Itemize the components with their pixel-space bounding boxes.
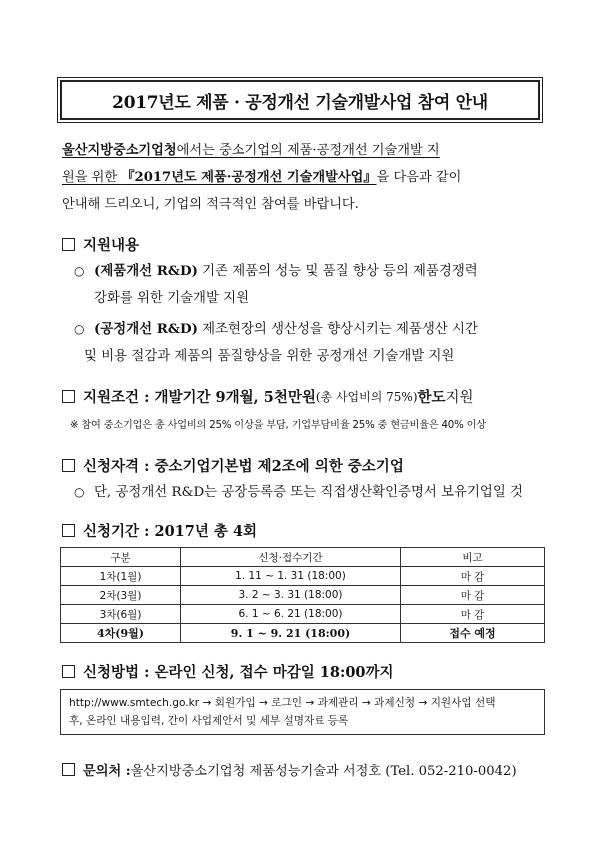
checkbox-icon bbox=[62, 524, 75, 537]
col-header-dates: 신청·접수기간 bbox=[181, 548, 401, 567]
col-header-note: 비고 bbox=[401, 548, 545, 567]
eligibility-item bbox=[74, 479, 544, 506]
intro-line3: 안내해 드리오니, 기업의 적극적인 참여를 바랍니다. bbox=[62, 197, 359, 212]
circle-bullet-icon: ○ bbox=[74, 322, 85, 336]
support-item-text: 기존 제품의 성능 및 품질 향상 등의 제품경쟁력 bbox=[197, 264, 478, 279]
support-item-label: (제품개선 R&D) bbox=[94, 263, 198, 279]
condition-heading bbox=[62, 386, 474, 407]
intro-line-3 bbox=[62, 191, 540, 218]
checkbox-icon bbox=[62, 238, 75, 251]
intro-paragraph bbox=[62, 137, 540, 218]
schedule-table bbox=[60, 547, 545, 643]
table-row bbox=[61, 605, 545, 624]
method-line-1: http://www.smtech.go.kr → 회원가입 → 로그인 → 과제관리 → 과제신청 → 지원사업 선택 bbox=[69, 697, 496, 709]
dates-cell: 6. 1 ~ 6. 21 (18:00) bbox=[181, 605, 401, 624]
checkbox-icon bbox=[62, 665, 75, 678]
table-row bbox=[61, 567, 545, 586]
table-row-highlight bbox=[61, 624, 545, 643]
period-heading-text: 신청기간 : 2017년 총 4회 bbox=[83, 523, 258, 540]
condition-tail: 지원 bbox=[445, 390, 474, 406]
condition-note: ※ 참여 중소기업은 총 사업비의 25% 이상을 부담, 기업부담비율 25% 중 현금비율은 40% 이상 bbox=[70, 420, 486, 431]
condition-paren: (총 사업비의 75%) bbox=[315, 390, 418, 404]
dates-cell: 9. 1 ~ 9. 21 (18:00) bbox=[181, 624, 401, 643]
contact-line bbox=[62, 760, 517, 779]
note-cell: 접수 예정 bbox=[401, 624, 545, 643]
intro-line1-rest: 에서는 중소기업의 제품·공정개선 기술개발 지 bbox=[176, 143, 440, 158]
intro-line-1 bbox=[62, 137, 540, 164]
intro-org: 울산지방중소기업청 bbox=[62, 143, 177, 158]
period-heading bbox=[62, 520, 257, 541]
support-heading bbox=[62, 234, 139, 255]
method-heading bbox=[62, 661, 394, 682]
round-cell: 1차(1월) bbox=[61, 567, 181, 586]
checkbox-icon bbox=[62, 763, 75, 776]
title-text: 2017년도 제품 · 공정개선 기술개발사업 참여 안내 bbox=[112, 92, 488, 113]
col-header-round: 구분 bbox=[61, 548, 181, 567]
condition-limit: 한도 bbox=[417, 389, 446, 406]
intro-line2-pre: 원을 위한 bbox=[62, 170, 122, 185]
note-cell: 마 감 bbox=[401, 567, 545, 586]
checkbox-icon bbox=[62, 390, 75, 403]
round-cell: 4차(9월) bbox=[61, 624, 181, 643]
eligibility-heading-text: 신청자격 : 중소기업기본법 제2조에 의한 중소기업 bbox=[83, 458, 404, 475]
eligibility-item-text: 단, 공정개선 R&D는 공장등록증 또는 직접생산확인증명서 보유기업일 것 bbox=[94, 485, 523, 500]
checkbox-icon bbox=[62, 459, 75, 472]
method-line-2: 후, 온라인 내용입력, 간이 사업제안서 및 세부 설명자료 등록 bbox=[69, 715, 349, 727]
support-item-text-cont: 강화를 위한 기술개발 지원 bbox=[94, 291, 250, 306]
note-cell: 마 감 bbox=[401, 605, 545, 624]
round-cell: 2차(3월) bbox=[61, 586, 181, 605]
intro-program: 『2017년도 제품·공정개선 기술개발사업』 bbox=[121, 170, 377, 185]
contact-text: 울산지방중소기업청 제품성능기술과 서정호 (Tel. 052-210-0042) bbox=[130, 764, 517, 779]
support-item-label: (공정개선 R&D) bbox=[94, 321, 198, 337]
table-row bbox=[61, 586, 545, 605]
method-heading-text: 신청방법 : 온라인 신청, 접수 마감일 18:00까지 bbox=[83, 664, 394, 681]
dates-cell: 1. 11 ~ 1. 31 (18:00) bbox=[181, 567, 401, 586]
intro-line-2 bbox=[62, 164, 540, 191]
support-item-text-cont: 및 비용 절감과 제품의 품질향상을 위한 공정개선 기술개발 지원 bbox=[84, 349, 455, 364]
round-cell: 3차(6월) bbox=[61, 605, 181, 624]
support-item-product bbox=[74, 258, 544, 312]
eligibility-heading bbox=[62, 455, 404, 476]
intro-line2-post: 을 다음과 같이 bbox=[376, 170, 462, 185]
document-title bbox=[60, 80, 540, 120]
circle-bullet-icon: ○ bbox=[74, 264, 85, 278]
table-header-row bbox=[61, 548, 545, 567]
note-cell: 마 감 bbox=[401, 586, 545, 605]
contact-label: 문의처 : bbox=[83, 764, 131, 779]
circle-bullet-icon: ○ bbox=[74, 485, 85, 499]
support-heading-text: 지원내용 bbox=[83, 237, 140, 254]
method-box bbox=[60, 689, 545, 735]
dates-cell: 3. 2 ~ 3. 31 (18:00) bbox=[181, 586, 401, 605]
support-item-process bbox=[74, 316, 544, 370]
condition-heading-text: 지원조건 : 개발기간 9개월, 5천만원 bbox=[83, 389, 316, 406]
support-item-text: 제조현장의 생산성을 향상시키는 제품생산 시간 bbox=[197, 322, 478, 337]
